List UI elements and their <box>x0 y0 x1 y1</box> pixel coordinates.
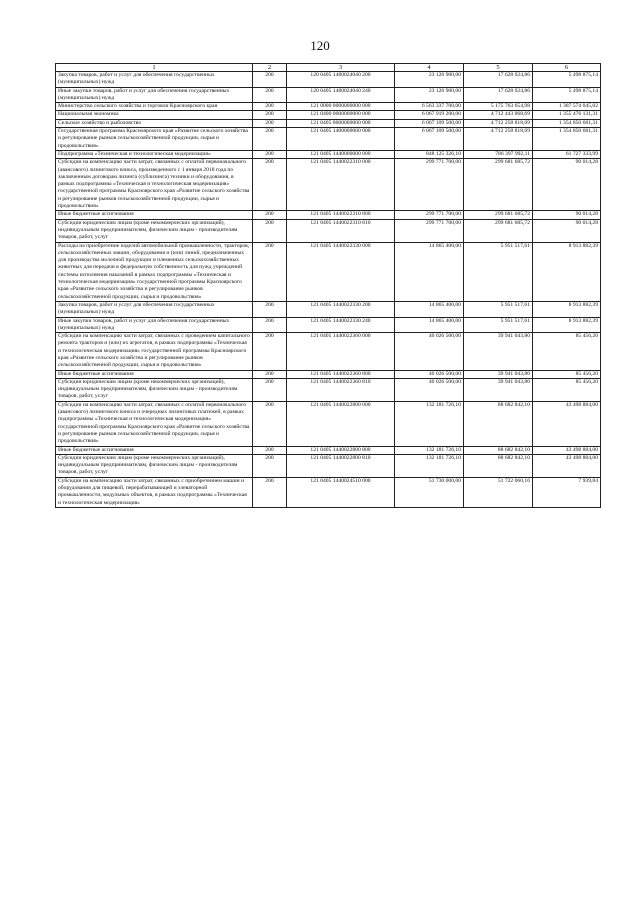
row-code-cell: 200 <box>253 72 287 88</box>
row-code-cell: 200 <box>253 477 287 507</box>
row-name-cell: Субсидии на компенсацию части затрат, связанных с приобретением машин и оборудования для пищевой, перерабатывающей и элеваторной промышленности, модульных объектов, в рамках подпрограммы «Техническая и технологическая модернизация» <box>56 477 253 507</box>
row-unexecuted-cell: 43 498 884,00 <box>533 401 601 446</box>
table-row <box>56 219 601 242</box>
row-code-cell: 200 <box>253 301 287 317</box>
row-unexecuted-cell: 85 456,20 <box>533 378 601 401</box>
table-row <box>56 119 601 127</box>
row-name-cell: Субсидии на компенсацию части затрат, связанных с оплатой первоначального (авансового) лизингового взноса, произведенного с 1 января 2018 года по заключенным договорам лизинга (сублизинга) техники и оборудования, в рамках подпрограммы «Техническая и технологическая модернизация» государственной программы Красноярского края «Развитие сельского хозяйства и регулирование рынков сельскохозяйственной продукции, сырья и продовольствия» <box>56 159 253 211</box>
row-unexecuted-cell: 90 014,28 <box>533 159 601 211</box>
row-code-cell: 200 <box>253 333 287 370</box>
row-classification-cell: 121 0405 0000000000 000 <box>287 119 395 127</box>
row-unexecuted-cell: 90 014,28 <box>533 211 601 219</box>
row-name-cell: Расходы на приобретение изделий автомобильной промышленности, тракторов, сельскохозяйственных машин, оборудования и (или) линий, предназначенных для производства молочной продукции и племенных сельскохозяйственных животных для передачи в федеральную собственность для нужд учреждений системы исполнения наказаний в рамках подпрограммы «Техническая и технологическая модернизация» государственной программы Красноярского края «Развитие сельского хозяйства и регулирование рынков сельскохозяйственной продукции, сырья и продовольствия» <box>56 242 253 301</box>
row-classification-cell: 120 0405 1480024040 200 <box>287 72 395 88</box>
row-name-cell: Закупка товаров, работ и услуг для обеспечения государственных (муниципальных) нужд <box>56 72 253 88</box>
row-executed-cell: 4 712 443 068,69 <box>464 111 533 119</box>
row-code-cell: 200 <box>253 211 287 219</box>
row-classification-cell: 121 0405 1440022360 810 <box>287 378 395 401</box>
row-name-cell: Государственная программа Красноярского края «Развитие сельского хозяйства и регулирование рынков сельскохозяйственной продукции, сырья и продовольствия» <box>56 128 253 151</box>
row-approved-cell: 40 026 500,00 <box>395 333 464 370</box>
row-approved-cell: 299 771 700,00 <box>395 219 464 242</box>
row-classification-cell: 121 0405 1440022800 810 <box>287 454 395 477</box>
row-code-cell: 200 <box>253 128 287 151</box>
table-row <box>56 301 601 317</box>
row-unexecuted-cell: 43 498 884,00 <box>533 446 601 454</box>
column-header: 5 <box>464 64 533 72</box>
column-header: 4 <box>395 64 464 72</box>
row-name-cell: Национальная экономика <box>56 111 253 119</box>
row-code-cell: 200 <box>253 119 287 127</box>
row-executed-cell: 786 397 992,11 <box>464 150 533 158</box>
row-name-cell: Закупка товаров, работ и услуг для обеспечения государственных (муниципальных) нужд <box>56 301 253 317</box>
row-unexecuted-cell: 8 913 882,39 <box>533 301 601 317</box>
row-name-cell: Субсидии на компенсацию части затрат, связанных с проведением капитального ремонта тракторов и (или) их агрегатов, в рамках подпрограммы «Техническая и технологическая модернизация» государственной программы Красноярского края «Развитие сельского хозяйства и регулирование рынков сельскохозяйственной продукции, сырья и продовольствия» <box>56 333 253 370</box>
row-executed-cell: 5 951 517,61 <box>464 301 533 317</box>
row-name-cell: Субсидии юридическим лицам (кроме некоммерческих организаций), индивидуальным предпринимателям, физическим лицам - производителям товаров, работ, услуг <box>56 219 253 242</box>
row-classification-cell: 121 0405 1440022310 000 <box>287 159 395 211</box>
column-header: 1 <box>56 64 253 72</box>
row-code-cell: 200 <box>253 103 287 111</box>
row-approved-cell: 14 865 400,00 <box>395 317 464 333</box>
table-row <box>56 103 601 111</box>
row-unexecuted-cell: 1 387 574 045,02 <box>533 103 601 111</box>
table-header-row <box>56 64 601 72</box>
row-code-cell: 200 <box>253 446 287 454</box>
row-approved-cell: 51 730 000,00 <box>395 477 464 507</box>
table-row <box>56 128 601 151</box>
row-approved-cell: 23 126 900,00 <box>395 72 464 88</box>
budget-table-body <box>56 64 601 508</box>
row-classification-cell: 121 0405 1440000000 000 <box>287 150 395 158</box>
row-classification-cell: 121 0405 1440022330 240 <box>287 317 395 333</box>
row-approved-cell: 14 865 400,00 <box>395 301 464 317</box>
row-classification-cell: 121 0405 1440022330 200 <box>287 301 395 317</box>
table-row <box>56 454 601 477</box>
row-unexecuted-cell: 1 354 850 681,31 <box>533 128 601 151</box>
row-unexecuted-cell: 90 014,28 <box>533 219 601 242</box>
row-code-cell: 200 <box>253 370 287 378</box>
row-name-cell: Иные закупки товаров, работ и услуг для обеспечения государственных (муниципальных) нужд <box>56 87 253 103</box>
row-approved-cell: 6 067 919 200,00 <box>395 111 464 119</box>
row-unexecuted-cell: 61 727 333,99 <box>533 150 601 158</box>
row-approved-cell: 40 026 500,00 <box>395 370 464 378</box>
row-classification-cell: 121 0405 1440022310 810 <box>287 219 395 242</box>
column-header: 6 <box>533 64 601 72</box>
row-executed-cell: 299 681 685,72 <box>464 159 533 211</box>
table-row <box>56 333 601 370</box>
table-row <box>56 378 601 401</box>
table-row <box>56 87 601 103</box>
row-code-cell: 200 <box>253 111 287 119</box>
row-executed-cell: 39 941 043,80 <box>464 370 533 378</box>
row-unexecuted-cell: 8 913 882,39 <box>533 317 601 333</box>
row-classification-cell: 121 0405 1440024510 000 <box>287 477 395 507</box>
row-code-cell: 200 <box>253 87 287 103</box>
row-classification-cell: 121 0000 0000000000 000 <box>287 103 395 111</box>
row-name-cell: Иные бюджетные ассигнования <box>56 370 253 378</box>
row-classification-cell: 120 0405 1480024040 240 <box>287 87 395 103</box>
budget-table <box>55 63 601 508</box>
row-approved-cell: 299 771 700,00 <box>395 211 464 219</box>
table-row <box>56 159 601 211</box>
row-approved-cell: 6 563 337 700,00 <box>395 103 464 111</box>
row-name-cell: Сельское хозяйство и рыболовство <box>56 119 253 127</box>
row-name-cell: Иные закупки товаров, работ и услуг для обеспечения государственных (муниципальных) нужд <box>56 317 253 333</box>
row-unexecuted-cell: 85 456,20 <box>533 370 601 378</box>
row-classification-cell: 121 0405 1440022310 800 <box>287 211 395 219</box>
table-row <box>56 446 601 454</box>
row-code-cell: 200 <box>253 150 287 158</box>
row-code-cell: 200 <box>253 242 287 301</box>
row-name-cell: Субсидии юридическим лицам (кроме некоммерческих организаций), индивидуальным предпринимателям, физическим лицам - производителям товаров, работ, услуг <box>56 378 253 401</box>
row-approved-cell: 40 026 500,00 <box>395 378 464 401</box>
row-executed-cell: 17 628 024,86 <box>464 87 533 103</box>
row-approved-cell: 132 181 726,10 <box>395 446 464 454</box>
row-unexecuted-cell: 85 456,20 <box>533 333 601 370</box>
row-approved-cell: 6 067 109 500,00 <box>395 128 464 151</box>
row-executed-cell: 299 681 685,72 <box>464 211 533 219</box>
table-row <box>56 211 601 219</box>
row-executed-cell: 299 681 685,72 <box>464 219 533 242</box>
table-row <box>56 150 601 158</box>
row-executed-cell: 39 941 043,80 <box>464 378 533 401</box>
row-executed-cell: 51 722 060,16 <box>464 477 533 507</box>
table-row <box>56 111 601 119</box>
column-header: 3 <box>287 64 395 72</box>
row-executed-cell: 5 951 517,61 <box>464 242 533 301</box>
row-classification-cell: 121 0400 0000000000 000 <box>287 111 395 119</box>
row-classification-cell: 121 0405 1440022800 000 <box>287 401 395 446</box>
row-executed-cell: 39 941 043,80 <box>464 333 533 370</box>
table-row <box>56 370 601 378</box>
row-classification-cell: 121 0405 1440022330 000 <box>287 242 395 301</box>
row-name-cell: Субсидии на компенсацию части затрат, связанных с оплатой первоначального (авансового) лизингового взноса и очередных лизинговых платежей, в рамках подпрограммы «Техническая и технологическая модернизация» государственной программы Красноярского края «Развитие сельского хозяйства и регулирование рынков сельскохозяйственной продукции, сырья и продовольствия» <box>56 401 253 446</box>
row-name-cell: Субсидии юридическим лицам (кроме некоммерческих организаций), индивидуальным предпринимателям, физическим лицам - производителям товаров, работ, услуг <box>56 454 253 477</box>
row-unexecuted-cell: 5 498 875,14 <box>533 72 601 88</box>
row-executed-cell: 88 682 842,10 <box>464 401 533 446</box>
column-header: 2 <box>253 64 287 72</box>
row-executed-cell: 88 682 842,10 <box>464 446 533 454</box>
row-approved-cell: 299 771 700,00 <box>395 159 464 211</box>
row-code-cell: 200 <box>253 454 287 477</box>
row-classification-cell: 121 0405 1440022360 800 <box>287 370 395 378</box>
row-unexecuted-cell: 1 355 476 131,31 <box>533 111 601 119</box>
row-approved-cell: 6 067 109 500,00 <box>395 119 464 127</box>
row-approved-cell: 23 126 900,00 <box>395 87 464 103</box>
row-executed-cell: 17 628 024,86 <box>464 72 533 88</box>
row-executed-cell: 5 951 517,61 <box>464 317 533 333</box>
row-unexecuted-cell: 8 913 882,39 <box>533 242 601 301</box>
row-executed-cell: 5 175 763 654,98 <box>464 103 533 111</box>
row-name-cell: Иные бюджетные ассигнования <box>56 211 253 219</box>
row-code-cell: 200 <box>253 378 287 401</box>
row-name-cell: Иные бюджетные ассигнования <box>56 446 253 454</box>
row-approved-cell: 848 125 326,10 <box>395 150 464 158</box>
row-approved-cell: 132 181 726,10 <box>395 454 464 477</box>
row-code-cell: 200 <box>253 401 287 446</box>
row-executed-cell: 4 712 258 818,69 <box>464 119 533 127</box>
row-name-cell: Подпрограмма «Техническая и технологическая модернизация» <box>56 150 253 158</box>
row-classification-cell: 121 0405 1400000000 000 <box>287 128 395 151</box>
table-row <box>56 317 601 333</box>
row-code-cell: 200 <box>253 317 287 333</box>
row-unexecuted-cell: 5 498 875,14 <box>533 87 601 103</box>
table-row <box>56 242 601 301</box>
table-row <box>56 401 601 446</box>
row-approved-cell: 132 181 726,10 <box>395 401 464 446</box>
row-unexecuted-cell: 43 498 884,00 <box>533 454 601 477</box>
page-number: 120 <box>310 38 330 53</box>
table-row <box>56 72 601 88</box>
row-code-cell: 200 <box>253 159 287 211</box>
row-code-cell: 200 <box>253 219 287 242</box>
row-approved-cell: 14 865 400,00 <box>395 242 464 301</box>
row-name-cell: Министерство сельского хозяйства и торговли Красноярского края <box>56 103 253 111</box>
row-classification-cell: 121 0405 1440022360 000 <box>287 333 395 370</box>
table-row <box>56 477 601 507</box>
row-classification-cell: 121 0405 1440022800 800 <box>287 446 395 454</box>
row-executed-cell: 88 682 842,10 <box>464 454 533 477</box>
row-unexecuted-cell: 1 354 850 681,31 <box>533 119 601 127</box>
row-executed-cell: 4 712 258 818,69 <box>464 128 533 151</box>
row-unexecuted-cell: 7 939,84 <box>533 477 601 507</box>
